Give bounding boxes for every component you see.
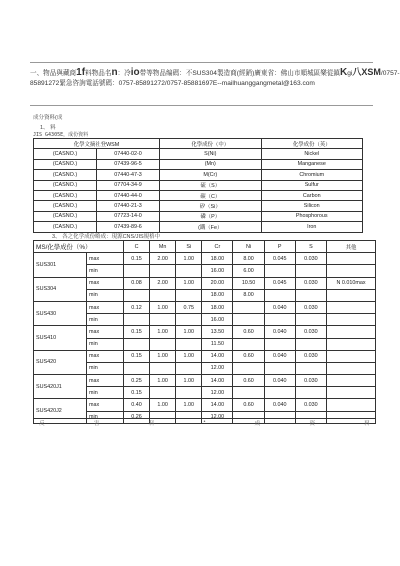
table-row — [34, 180, 363, 190]
header-line-2 — [30, 79, 315, 89]
table-cell-cas: (CASNO.) — [34, 170, 97, 180]
limit-label-cell: min — [87, 411, 124, 423]
value-cell — [327, 399, 376, 411]
limit-label-cell: max — [87, 350, 124, 362]
value-cell: 1.00 — [176, 277, 202, 289]
table-row — [34, 301, 376, 313]
value-cell: 16.00 — [202, 265, 233, 277]
value-cell: 0.60 — [233, 375, 264, 387]
footer-char: 成 — [254, 421, 261, 427]
limit-label-cell: max — [87, 301, 124, 313]
value-cell — [150, 265, 176, 277]
standard-label: JIS G4305E，成份資料 — [33, 132, 89, 138]
table-cell-no: 07439-89-6 — [97, 222, 160, 232]
header-text: 製造商(經銷)廣東省：佛山市順城區樂從鎮 — [216, 70, 341, 77]
value-cell — [295, 338, 326, 350]
value-cell: N 0.010max — [327, 277, 376, 289]
value-cell — [150, 338, 176, 350]
column-header: 化學文摘社登WSM — [34, 139, 160, 149]
value-cell: 1.00 — [176, 399, 202, 411]
value-cell: 0.040 — [264, 326, 295, 338]
value-cell — [327, 301, 376, 313]
header-text: 85891272 — [30, 80, 60, 87]
header-text: 緊急咨詢電話號碼：0757-85891272/0757-85881697E--mail — [59, 80, 234, 87]
value-cell — [233, 314, 264, 326]
header-text: gi — [347, 70, 353, 77]
value-cell: 10.50 — [233, 277, 264, 289]
value-cell: 12.00 — [202, 362, 233, 374]
value-cell — [233, 301, 264, 313]
table-header-row — [34, 139, 363, 149]
header-line-1 — [30, 67, 400, 79]
table-cell-no: 07723-14-0 — [97, 211, 160, 221]
value-cell: 0.15 — [124, 253, 150, 265]
grades-table — [33, 240, 376, 424]
table-cell-no: 07440-44-0 — [97, 190, 160, 200]
value-cell: 12.00 — [202, 387, 233, 399]
column-header: S — [295, 241, 326, 253]
value-cell: 2.00 — [150, 253, 176, 265]
footer-strip — [33, 418, 376, 430]
value-cell: 8.00 — [233, 289, 264, 301]
value-cell — [327, 362, 376, 374]
table-cell-en: Silicon — [261, 201, 363, 211]
value-cell: 0.040 — [264, 301, 295, 313]
table-cell-cn: 硫（S） — [160, 180, 262, 190]
table-row — [34, 190, 363, 200]
value-cell — [264, 314, 295, 326]
value-cell: 1.00 — [150, 301, 176, 313]
limit-label-cell: min — [87, 265, 124, 277]
header-text: ：冷 — [117, 70, 131, 77]
value-cell — [327, 289, 376, 301]
table-row — [34, 170, 363, 180]
section-heading: 成分資料(成 — [33, 115, 63, 121]
value-cell: 0.030 — [295, 326, 326, 338]
value-cell: 0.045 — [264, 253, 295, 265]
value-cell: 0.045 — [264, 277, 295, 289]
table-cell-en: Sulfur — [261, 180, 363, 190]
value-cell — [233, 387, 264, 399]
value-cell — [295, 265, 326, 277]
section-subheading: 1、 料 — [40, 125, 56, 131]
table-cell-no: 07440-02-0 — [97, 149, 160, 159]
column-header: C — [124, 241, 150, 253]
value-cell: 11.50 — [202, 338, 233, 350]
column-header: 化學成份（中） — [160, 139, 262, 149]
header-block — [30, 62, 400, 106]
header-text: 料物品名 — [85, 70, 112, 77]
value-cell: 0.12 — [124, 301, 150, 313]
footer-char: 害 — [93, 421, 100, 427]
limit-label-cell: min — [87, 289, 124, 301]
value-cell — [176, 362, 202, 374]
value-cell: 0.26 — [124, 411, 150, 423]
value-cell: 1.00 — [176, 326, 202, 338]
value-cell — [327, 375, 376, 387]
limit-label-cell: min — [87, 314, 124, 326]
value-cell: 0.08 — [124, 277, 150, 289]
table-row — [34, 375, 376, 387]
value-cell: 0.15 — [124, 350, 150, 362]
value-cell — [150, 314, 176, 326]
value-cell: 1.00 — [176, 350, 202, 362]
value-cell: 1.00 — [150, 350, 176, 362]
header-text: 八XSM — [352, 67, 381, 77]
grade-name-cell: SUS301 — [34, 253, 87, 277]
header-text: 带等物品编碼：不SUS304 — [139, 70, 217, 77]
header-text: 1f — [76, 67, 86, 78]
table-cell-no: 07439-96-5 — [97, 159, 160, 169]
header-text: K — [340, 67, 348, 78]
column-header: 其他 — [327, 241, 376, 253]
column-header: Mn — [150, 241, 176, 253]
header-text: n — [111, 67, 118, 78]
value-cell: 6.00 — [233, 265, 264, 277]
table-row — [34, 149, 363, 159]
value-cell — [327, 314, 376, 326]
value-cell: 0.040 — [264, 350, 295, 362]
header-text: /0757- — [380, 70, 400, 77]
value-cell: 20.00 — [202, 277, 233, 289]
table-row — [34, 277, 376, 289]
column-header: P — [264, 241, 295, 253]
table-cell-cas: (CASNO.) — [34, 180, 97, 190]
value-cell — [233, 338, 264, 350]
table-cell-cn: (鐵（Fe） — [160, 222, 262, 232]
column-header: 化學成份（英） — [261, 139, 363, 149]
limit-label-cell: max — [87, 277, 124, 289]
footer-char: 资 — [309, 421, 316, 427]
value-cell — [176, 338, 202, 350]
footer-char: 料 — [364, 421, 370, 427]
value-cell: 0.030 — [295, 375, 326, 387]
value-cell — [327, 265, 376, 277]
value-cell — [150, 362, 176, 374]
value-cell: 0.15 — [124, 326, 150, 338]
value-cell: 14.00 — [202, 350, 233, 362]
value-cell: 16.00 — [202, 314, 233, 326]
limit-label-cell: max — [87, 375, 124, 387]
limit-label-cell: min — [87, 387, 124, 399]
column-header: Ni — [233, 241, 264, 253]
grade-name-cell: SUS420J2 — [34, 399, 87, 423]
value-cell: 1.00 — [176, 375, 202, 387]
value-cell — [264, 338, 295, 350]
value-cell: 18.00 — [202, 301, 233, 313]
table-cell-no: 07440-21-3 — [97, 201, 160, 211]
table-cell-cn: 矽（Si） — [160, 201, 262, 211]
value-cell: 0.030 — [295, 277, 326, 289]
footer-char: 料 — [148, 421, 155, 427]
table-cell-cn: S(Ni) — [160, 149, 262, 159]
table-row — [34, 159, 363, 169]
value-cell — [176, 314, 202, 326]
grade-name-cell: SUS420J1 — [34, 375, 87, 399]
value-cell: 1.00 — [150, 375, 176, 387]
value-cell: 0.030 — [295, 399, 326, 411]
table-cell-en: Nickel — [261, 149, 363, 159]
header-text: 一、物品與藏商 — [30, 70, 77, 77]
value-cell — [327, 350, 376, 362]
grade-name-cell: SUS410 — [34, 326, 87, 350]
value-cell: 1.00 — [150, 326, 176, 338]
value-cell — [264, 289, 295, 301]
limit-label-cell: max — [87, 253, 124, 265]
table-header-row — [34, 241, 376, 253]
table-row — [34, 211, 363, 221]
value-cell: 0.60 — [233, 399, 264, 411]
value-cell: 12.00 — [202, 411, 233, 423]
table-row — [34, 350, 376, 362]
value-cell — [295, 387, 326, 399]
table-cell-cas: (CASNO.) — [34, 222, 97, 232]
value-cell: 1.00 — [176, 253, 202, 265]
value-cell — [327, 338, 376, 350]
value-cell: 0.030 — [295, 253, 326, 265]
value-cell — [264, 362, 295, 374]
column-header: MS/化學成份（%） — [34, 241, 124, 253]
value-cell: 18.00 — [202, 289, 233, 301]
limit-label-cell: max — [87, 399, 124, 411]
value-cell — [176, 265, 202, 277]
value-cell: 0.75 — [176, 301, 202, 313]
table-row — [34, 326, 376, 338]
value-cell: 14.00 — [202, 375, 233, 387]
value-cell — [295, 362, 326, 374]
limit-label-cell: min — [87, 362, 124, 374]
value-cell: 0.25 — [124, 375, 150, 387]
table-row — [34, 253, 376, 265]
value-cell: 8.00 — [233, 253, 264, 265]
table-cell-cas: (CASNO.) — [34, 149, 97, 159]
table-cell-cas: (CASNO.) — [34, 201, 97, 211]
value-cell: 0.40 — [124, 399, 150, 411]
value-cell — [264, 387, 295, 399]
limit-label-cell: max — [87, 326, 124, 338]
value-cell — [233, 362, 264, 374]
email-link[interactable]: huanggangmetal@163.com — [233, 80, 315, 87]
header-text: io — [130, 67, 140, 78]
table-cell-cas: (CASNO.) — [34, 159, 97, 169]
value-cell: 1.00 — [150, 399, 176, 411]
footer-char: • — [203, 419, 206, 425]
value-cell: 18.00 — [202, 253, 233, 265]
composition-table — [33, 138, 363, 233]
table-cell-cas: (CASNO.) — [34, 190, 97, 200]
table-row — [34, 222, 363, 232]
value-cell — [327, 387, 376, 399]
table-row — [34, 201, 363, 211]
value-cell: 13.50 — [202, 326, 233, 338]
value-cell — [327, 326, 376, 338]
value-cell: 0.040 — [264, 375, 295, 387]
value-cell — [124, 289, 150, 301]
value-cell — [295, 289, 326, 301]
grade-name-cell: SUS430 — [34, 301, 87, 325]
grades-caption: 3、 各之化学成份略成：現源CNS/JIS規格中 — [52, 234, 161, 240]
table-cell-cas: (CASNO.) — [34, 211, 97, 221]
value-cell — [176, 387, 202, 399]
value-cell: 0.60 — [233, 326, 264, 338]
value-cell — [327, 253, 376, 265]
value-cell — [150, 289, 176, 301]
value-cell — [124, 338, 150, 350]
value-cell — [124, 314, 150, 326]
value-cell — [295, 314, 326, 326]
value-cell: 2.00 — [150, 277, 176, 289]
grade-name-cell: SUS420 — [34, 350, 87, 374]
value-cell: 0.60 — [233, 350, 264, 362]
value-cell: 0.15 — [124, 387, 150, 399]
table-cell-no: 07704-34-9 — [97, 180, 160, 190]
limit-label-cell: min — [87, 338, 124, 350]
table-cell-en: Manganese — [261, 159, 363, 169]
table-cell-en: Phosphorous — [261, 211, 363, 221]
table-cell-en: Chromium — [261, 170, 363, 180]
grade-name-cell: SUS304 — [34, 277, 87, 301]
column-header: Cr — [202, 241, 233, 253]
value-cell — [150, 387, 176, 399]
table-cell-cn: 磷（P） — [160, 211, 262, 221]
value-cell: 0.040 — [264, 399, 295, 411]
table-cell-no: 07440-47-3 — [97, 170, 160, 180]
table-cell-en: Carbon — [261, 190, 363, 200]
value-cell — [264, 265, 295, 277]
table-cell-cn: M(Cr) — [160, 170, 262, 180]
table-cell-en: Iron — [261, 222, 363, 232]
column-header: Si — [176, 241, 202, 253]
value-cell — [124, 362, 150, 374]
value-cell: 0.030 — [295, 350, 326, 362]
table-row — [34, 399, 376, 411]
footer-char: 反 — [39, 421, 45, 427]
value-cell: 0.030 — [295, 301, 326, 313]
value-cell — [176, 289, 202, 301]
value-cell: 14.00 — [202, 399, 233, 411]
table-cell-cn: (Mn) — [160, 159, 262, 169]
table-cell-cn: 碳（C） — [160, 190, 262, 200]
value-cell — [124, 265, 150, 277]
